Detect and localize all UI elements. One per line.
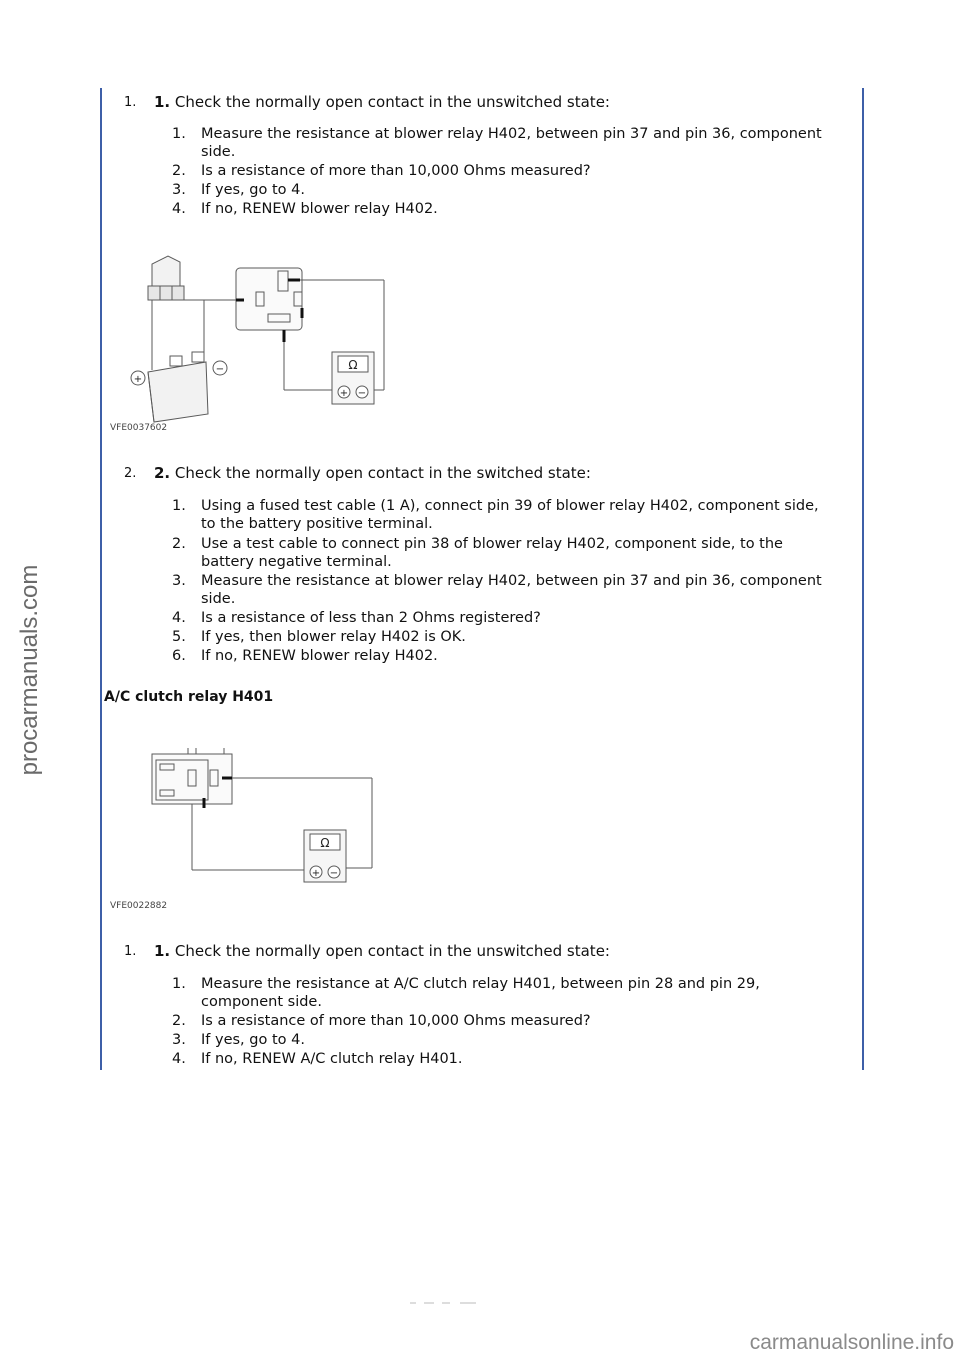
substep: 3. If yes, go to 4. <box>172 1032 305 1048</box>
bottom-watermark: carmanualsonline.info <box>749 1331 954 1354</box>
step-text: Check the normally open contact in the unswitched state: <box>170 93 610 111</box>
meter-minus: − <box>357 388 367 399</box>
side-watermark: procarmanuals.com <box>16 564 43 776</box>
meter-plus: + <box>339 388 349 399</box>
ohm-symbol: Ω <box>320 836 330 850</box>
substep: 4. Is a resistance of less than 2 Ohms registered? <box>172 610 541 626</box>
meter-plus: + <box>311 868 321 879</box>
step-number: 1. <box>124 944 137 959</box>
substep: 3. If yes, go to 4. <box>172 182 305 198</box>
substep: 1. Measure the resistance at A/C clutch relay H401, between pin 28 and pin 29, component side. <box>172 976 760 1010</box>
substep: 3. Measure the resistance at blower relay H402, between pin 37 and pin 36, component side. <box>172 573 822 607</box>
section-heading: A/C clutch relay H401 <box>104 689 274 705</box>
meter-minus: − <box>329 868 339 879</box>
ohm-symbol: Ω <box>348 358 358 372</box>
step-prefix: 2. <box>154 464 171 482</box>
battery-plus: + <box>133 374 143 385</box>
substep: 1. Measure the resistance at blower relay H402, between pin 37 and pin 36, component side. <box>172 126 822 160</box>
substep: 2. Use a test cable to connect pin 38 of blower relay H402, component side, to the battery negative terminal. <box>172 536 783 570</box>
substep: 6. If no, RENEW blower relay H402. <box>172 648 438 664</box>
substep: 5. If yes, then blower relay H402 is OK. <box>172 629 466 645</box>
battery-minus: − <box>215 364 225 375</box>
step-prefix: 1. <box>154 93 171 111</box>
figure-label: VFE0022882 <box>110 901 168 911</box>
step-number: 2. <box>124 466 137 481</box>
substep: 4. If no, RENEW blower relay H402. <box>172 201 438 217</box>
figure-ac-clutch-relay-circuit <box>108 740 380 912</box>
substep: 4. If no, RENEW A/C clutch relay H401. <box>172 1051 463 1067</box>
step-prefix: 1. <box>154 942 171 960</box>
step-number: 1. <box>124 95 137 110</box>
substep: 2. Is a resistance of more than 10,000 Ohms measured? <box>172 1013 591 1029</box>
step-text: Check the normally open contact in the unswitched state: <box>170 942 610 960</box>
substep: 1. Using a fused test cable (1 A), connect pin 39 of blower relay H402, component side, to the battery positive terminal. <box>172 498 819 532</box>
figure-label: VFE0037602 <box>110 423 168 433</box>
substep: 2. Is a resistance of more than 10,000 Ohms measured? <box>172 163 591 179</box>
step-text: Check the normally open contact in the switched state: <box>170 464 591 482</box>
faint-footer-mark <box>410 1298 480 1308</box>
figure-blower-relay-circuit <box>108 248 400 434</box>
